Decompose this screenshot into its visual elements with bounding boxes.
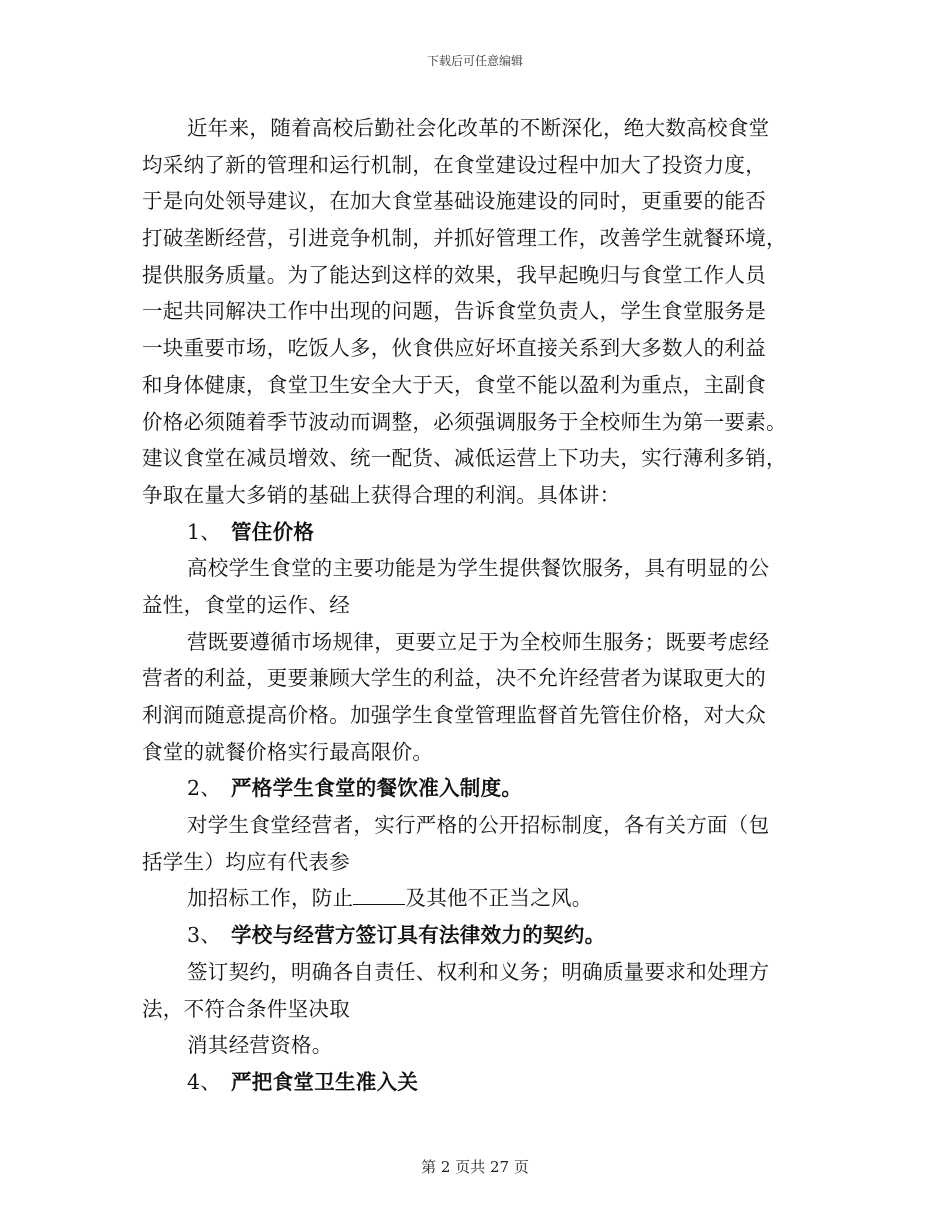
section-heading-3 bbox=[142, 917, 808, 954]
section-heading-4 bbox=[142, 1064, 808, 1101]
paragraph-line: 签订契约，明确各自责任、权利和义务；明确质量要求和处理方 bbox=[187, 959, 770, 984]
paragraph-line: 营既要遵循市场规律，更要立足于为全校师生服务；既要考虑经 bbox=[187, 629, 770, 654]
section-number: 1、 bbox=[187, 519, 222, 544]
paragraph-line: 益性，食堂的运作、经 bbox=[142, 592, 350, 617]
section-title: 严把食堂卫生准入关 bbox=[231, 1069, 419, 1094]
paragraph-line: 食堂的就餐价格实行最高限价。 bbox=[142, 739, 434, 764]
paragraph-line: 提供服务质量。为了能达到这样的效果，我早起晚归与食堂工作人员 bbox=[142, 262, 766, 287]
paragraph-line: 打破垄断经营，引进竞争机制，并抓好管理工作，改善学生就餐环境， bbox=[142, 226, 787, 251]
paragraph-line: 括学生）均应有代表参 bbox=[142, 849, 350, 874]
section-title: 学校与经营方签订具有法律效力的契约。 bbox=[231, 923, 606, 948]
section-number: 3、 bbox=[187, 923, 222, 948]
paragraph-line: 均采纳了新的管理和运行机制，在食堂建设过程中加大了投资力度， bbox=[142, 152, 766, 177]
paragraph-line: 于是向处领导建议，在加大食堂基础设施建设的同时，更重要的能否 bbox=[142, 189, 766, 214]
text-after-blank: 及其他不正当之风。 bbox=[405, 886, 593, 911]
paragraph-line: 利润而随意提高价格。加强学生食堂管理监督首先管住价格，对大众 bbox=[142, 703, 766, 727]
section-number: 4、 bbox=[187, 1069, 222, 1094]
section-title: 管住价格 bbox=[231, 519, 315, 544]
paragraph-line: 近年来，随着高校后勤社会化改革的不断深化，绝大数高校食堂 bbox=[187, 116, 770, 140]
paragraph-line: 对学生食堂经营者，实行严格的公开招标制度，各有关方面（包 bbox=[187, 813, 770, 838]
section-heading-1 bbox=[142, 514, 808, 551]
paragraph-line: 建议食堂在减员增效、统一配货、减低运营上下功夫，实行薄利多销， bbox=[142, 446, 787, 471]
paragraph-line: 法，不符合条件坚决取 bbox=[142, 996, 350, 1021]
paragraph-line: 高校学生食堂的主要功能是为学生提供餐饮服务，具有明显的公 bbox=[187, 556, 770, 581]
paragraph-line: 一块重要市场，吃饭人多，伙食供应好坏直接关系到大多数人的利益 bbox=[142, 336, 766, 361]
fill-in-blank bbox=[353, 882, 405, 905]
paragraph-line: 消其经营资格。 bbox=[187, 1033, 333, 1058]
section-heading-2 bbox=[142, 770, 808, 807]
section-number: 2、 bbox=[187, 776, 222, 801]
paragraph-line: 一起共同解决工作中出现的问题，告诉食堂负责人，学生食堂服务是 bbox=[142, 299, 766, 324]
page-footer: 第 2 页共 27 页 bbox=[421, 1158, 529, 1176]
document-body bbox=[142, 110, 808, 1101]
section-title: 严格学生食堂的餐饮准入制度。 bbox=[231, 776, 523, 801]
paragraph-line: 营者的利益，更要兼顾大学生的利益，决不允许经营者为谋取更大的 bbox=[142, 666, 766, 691]
page-header: 下载后可任意编辑 bbox=[426, 54, 523, 68]
paragraph-line: 争取在量大多销的基础上获得合理的利润。具体讲： bbox=[142, 482, 621, 507]
text-before-blank: 加招标工作，防止 bbox=[187, 886, 354, 911]
paragraph-line bbox=[142, 880, 808, 917]
paragraph-line: 价格必须随着季节波动而调整，必须强调服务于全校师生为第一要素。 bbox=[142, 409, 787, 434]
paragraph-line: 和身体健康，食堂卫生安全大于天，食堂不能以盈利为重点，主副食 bbox=[142, 372, 766, 397]
